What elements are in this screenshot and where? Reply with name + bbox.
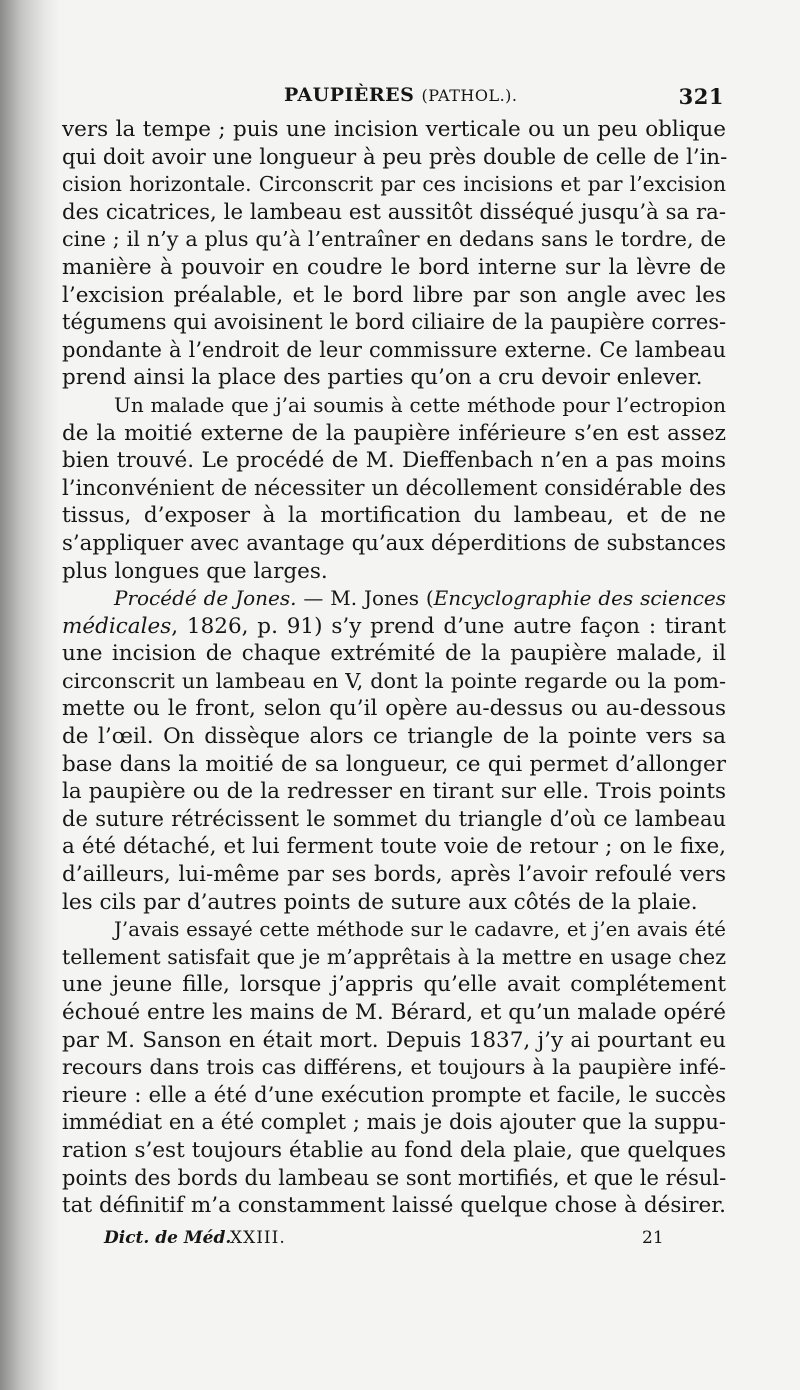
citation-title: Encyclographie des sciences: [433, 586, 727, 611]
running-title-subtitle: (PATHOL.).: [421, 86, 518, 105]
text-line: de la moitié externe de la paupière inférieure s’en est assez: [62, 420, 726, 446]
text-line: J’avais essayé cette méthode sur le cadavre, et j’en avais été: [114, 918, 726, 942]
text-line: pondante à l’endroit de leur commissure externe. Ce lambeau: [62, 337, 726, 362]
text-line: plus longues que larges.: [62, 558, 328, 584]
text-line: s’appliquer avec avantage qu’aux déperditions de substances: [62, 530, 726, 556]
text-line: qui doit avoir une longueur à peu près double de celle de l’in-: [62, 144, 728, 170]
text-line: les cils par d’autres points de suture aux côtés de la plaie.: [62, 889, 698, 915]
text-span: , 1826, p. 91) s’y prend d’une autre façon : tirant: [171, 613, 726, 639]
text-line: immédiat en a été complet ; mais je dois ajouter que la suppu-: [62, 1110, 726, 1135]
text-line: rieure : elle a été d’une exécution prompte et facile, le succès: [62, 1082, 726, 1107]
signature-mark: Dict. de Méd.: [104, 1227, 232, 1248]
text-line: recours dans trois cas différens, et toujours à la paupière infé-: [62, 1055, 726, 1080]
text-line: prend ainsi la place des parties qu’on a cru devoir enlever.: [62, 365, 703, 391]
text-span: — M. Jones (: [296, 586, 434, 611]
citation-title: médicales: [62, 613, 172, 639]
text-line: ration s’est toujours établie au fond dela plaie, que quelques: [62, 1137, 726, 1163]
page-footer: [62, 1228, 726, 1254]
text-line: manière à pouvoir en coudre le bord interne sur la lèvre de: [62, 254, 726, 280]
text-line: l’excision préalable, et le bord libre par son angle avec les: [62, 282, 726, 308]
text-line: tellement satisfait que je m’apprêtais à la mettre en usage chez: [62, 944, 726, 969]
paragraph-4: [62, 916, 726, 1220]
page-content: [62, 84, 726, 1254]
text-line: des cicatrices, le lambeau est aussitôt disséqué jusqu’à sa ra-: [62, 199, 726, 225]
sheet-number: 21: [642, 1227, 664, 1248]
text-line: échoué entre les mains de M. Bérard, et qu’un malade opéré: [62, 1000, 726, 1025]
text-line: la paupière ou de la redresser en tirant sur elle. Trois points: [62, 779, 726, 805]
text-line: une incision de chaque extrémité de la paupière malade, il: [62, 641, 726, 667]
running-title: [284, 84, 518, 106]
text-line: Un malade que j’ai soumis à cette méthode pour l’ectropion: [114, 392, 726, 417]
paragraph-1: [62, 116, 726, 392]
text-line: tégumens qui avoisinent le bord ciliaire de la paupière corres-: [62, 310, 727, 335]
text-line: circonscrit un lambeau en V, dont la pointe regarde ou la pom-: [62, 668, 726, 693]
text-line: une jeune fille, lorsque j’appris qu’elle avait complétement: [62, 972, 726, 998]
volume-number: XXIII.: [230, 1227, 286, 1248]
text-line: bien trouvé. Le procédé de M. Dieffenbach n’en a pas moins: [62, 448, 726, 474]
text-line: l’inconvénient de nécessiter un décollement considérable des: [62, 475, 727, 501]
section-heading: Procédé de Jones.: [114, 586, 297, 611]
text-line: base dans la moitié de sa longueur, ce qui permet d’allonger: [62, 751, 726, 777]
text-line: cine ; il n’y a plus qu’à l’entraîner en dedans sans le tordre, de: [62, 227, 726, 252]
text-line: tat définitif m’a constamment laissé quelque chose à désirer.: [62, 1193, 726, 1219]
text-line: [62, 585, 726, 613]
text-line: vers la tempe ; puis une incision verticale ou un peu oblique: [62, 117, 726, 142]
text-line: de l’œil. On dissèque alors ce triangle de la pointe vers sa: [62, 724, 726, 750]
text-line: cision horizontale. Circonscrit par ces incisions et par l’excision: [62, 172, 726, 197]
text-line: de suture rétrécissent le sommet du triangle d’où ce lambeau: [62, 806, 726, 831]
text-line: points des bords du lambeau se sont mortifiés, et que le résul-: [62, 1165, 727, 1190]
text-line: par M. Sanson en était mort. Depuis 1837, j’y ai pourtant eu: [62, 1027, 726, 1053]
text-line: a été détaché, et lui ferment toute voie de retour ; on le fixe,: [62, 834, 726, 860]
text-line: tissus, d’exposer à la mortification du lambeau, et de ne: [62, 503, 726, 529]
text-line: d’ailleurs, lui-même par ses bords, après l’avoir refoulé vers: [62, 862, 726, 888]
page-gutter-shadow: [0, 0, 60, 1390]
text-line: mette ou le front, selon qu’il opère au-dessus ou au-dessous: [62, 696, 726, 722]
running-title-main: PAUPIÈRES: [284, 84, 415, 106]
text-line: [62, 613, 726, 641]
page-header: [62, 84, 726, 116]
page-number: 321: [678, 84, 724, 109]
paragraph-3: [62, 585, 726, 916]
paragraph-2: [62, 392, 726, 585]
